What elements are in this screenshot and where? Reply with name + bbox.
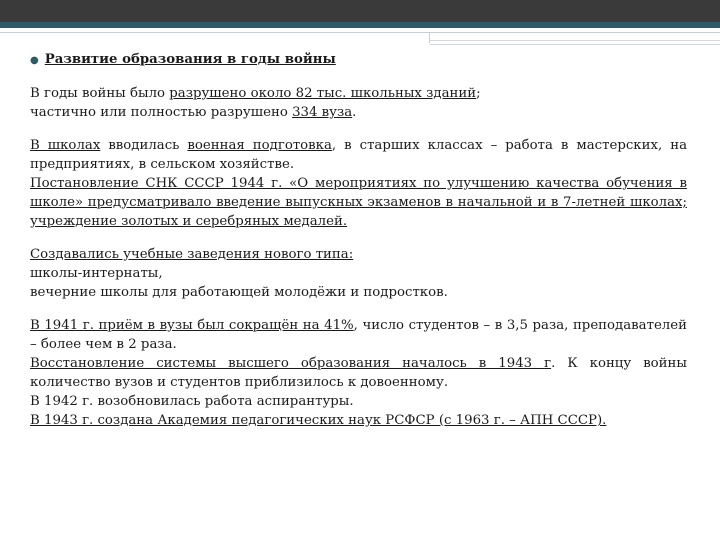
paragraph-destruction-2: частично или полностью разрушено 334 вуза. — [30, 105, 357, 120]
header-dark-band — [0, 0, 720, 22]
bullet-icon: ● — [30, 55, 39, 66]
slide-heading-row — [30, 50, 687, 70]
paragraph-admission-1941: В 1941 г. приём в вузы был сокращён на 41%, число студентов – в 3,5 раза, преподавателей – более чем в 2 раза. — [30, 318, 687, 352]
paragraph-evening-schools: вечерние школы для работающей молодёжи и подростков. — [30, 285, 448, 300]
paragraph-academy-1943: В 1943 г. создана Академия педагогических наук РСФСР (с 1963 г. – АПН СССР). — [30, 413, 607, 428]
slide-content — [30, 50, 687, 430]
paragraph-boarding-schools: школы-интернаты, — [30, 266, 163, 281]
paragraph-new-institutions: Создавались учебные заведения нового типа: — [30, 247, 354, 262]
paragraph-postgraduate-1942: В 1942 г. возобновилась работа аспирантуры. — [30, 394, 354, 409]
header-deco-lines — [430, 40, 720, 48]
paragraph-decree-1944: Постановление СНК СССР 1944 г. «О мероприятиях по улучшению качества обучения в школе» предусматривало введение выпускных экзаменов в начальной и в 7-летней школах; учреждение золотых и серебряных медалей. — [30, 176, 687, 229]
header-accent-band — [0, 22, 720, 28]
paragraph-schools: В школах вводилась военная подготовка, в старших классах – работа в мастерских, на предприятиях, в сельском хозяйстве. — [30, 138, 687, 172]
slide-heading: Развитие образования в годы войны — [44, 52, 336, 67]
paragraph-higher-education-1943: Восстановление системы высшего образования началось в 1943 г. К концу войны количество вузов и студентов приблизилось к довоенному. — [30, 356, 687, 390]
paragraph-destruction-1: В годы войны было разрушено около 82 тыс. школьных зданий; — [30, 86, 481, 101]
